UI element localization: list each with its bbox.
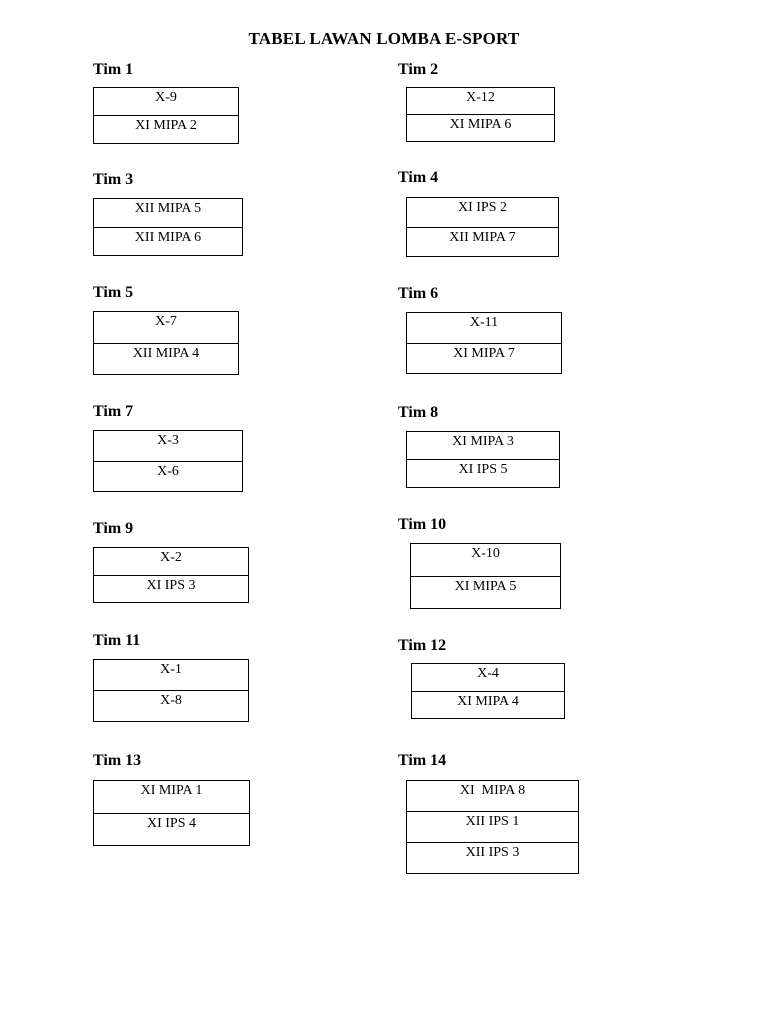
team-10-member-2: XI MIPA 5 [411, 576, 560, 609]
team-label-12: Tim 12 [398, 637, 447, 654]
team-label-5: Tim 5 [93, 284, 134, 301]
team-table-8 [406, 431, 560, 488]
team-13-member-2: XI IPS 4 [94, 813, 249, 846]
team-3-member-2: XII MIPA 6 [94, 227, 242, 256]
team-table-13 [93, 780, 250, 846]
team-table-10 [410, 543, 561, 609]
page-title: TABEL LAWAN LOMBA E-SPORT [248, 29, 520, 48]
team-label-10: Tim 10 [398, 516, 447, 533]
team-7-member-2: X-6 [94, 461, 242, 492]
team-label-6: Tim 6 [398, 285, 439, 302]
team-label-9: Tim 9 [93, 520, 134, 537]
team-6-member-1: X-11 [469, 315, 499, 330]
team-11-member-2: X-8 [94, 690, 248, 721]
team-4-member-1: XI IPS 2 [457, 200, 507, 215]
team-9-member-2: XI IPS 3 [94, 575, 248, 603]
team-8-member-2: XI IPS 5 [407, 459, 559, 487]
team-table-7 [93, 430, 243, 492]
team-table-1 [93, 87, 239, 144]
team-7-member-1: X-3 [157, 433, 179, 448]
team-table-11 [93, 659, 249, 722]
team-label-14: Tim 14 [398, 752, 447, 769]
team-label-4: Tim 4 [398, 169, 439, 186]
team-8-member-1: XI MIPA 3 [452, 434, 514, 449]
team-3-member-1: XII MIPA 5 [134, 201, 202, 216]
team-label-11: Tim 11 [93, 632, 141, 649]
team-label-2: Tim 2 [398, 61, 439, 78]
team-6-member-2: XI MIPA 7 [407, 343, 561, 374]
team-2-member-2: XI MIPA 6 [407, 114, 554, 141]
team-table-3 [93, 198, 243, 256]
team-table-2 [406, 87, 555, 142]
team-1-member-2: XI MIPA 2 [94, 115, 238, 143]
team-13-member-1: XI MIPA 1 [140, 783, 203, 798]
team-label-13: Tim 13 [93, 752, 142, 769]
team-label-8: Tim 8 [398, 404, 439, 421]
team-label-7: Tim 7 [93, 403, 134, 420]
team-12-member-1: X-4 [477, 666, 499, 681]
team-label-1: Tim 1 [93, 61, 134, 78]
team-9-member-1: X-2 [160, 550, 182, 565]
team-table-4 [406, 197, 559, 257]
team-11-member-1: X-1 [160, 662, 182, 677]
team-table-6 [406, 312, 562, 374]
team-14-member-3: XII IPS 3 [407, 842, 578, 873]
team-label-3: Tim 3 [93, 171, 134, 188]
team-5-member-2: XII MIPA 4 [94, 343, 238, 375]
team-4-member-2: XII MIPA 7 [407, 227, 558, 257]
team-table-12 [411, 663, 565, 719]
team-table-9 [93, 547, 249, 603]
team-12-member-2: XI MIPA 4 [412, 691, 564, 719]
team-2-member-1: X-12 [466, 90, 495, 105]
team-14-member-2: XII IPS 1 [407, 811, 578, 842]
team-table-14 [406, 780, 579, 874]
team-14-member-1: XI MIPA 8 [459, 783, 526, 798]
team-table-5 [93, 311, 239, 375]
team-1-member-1: X-9 [155, 90, 177, 105]
team-5-member-1: X-7 [155, 314, 177, 329]
team-10-member-1: X-10 [471, 546, 500, 561]
